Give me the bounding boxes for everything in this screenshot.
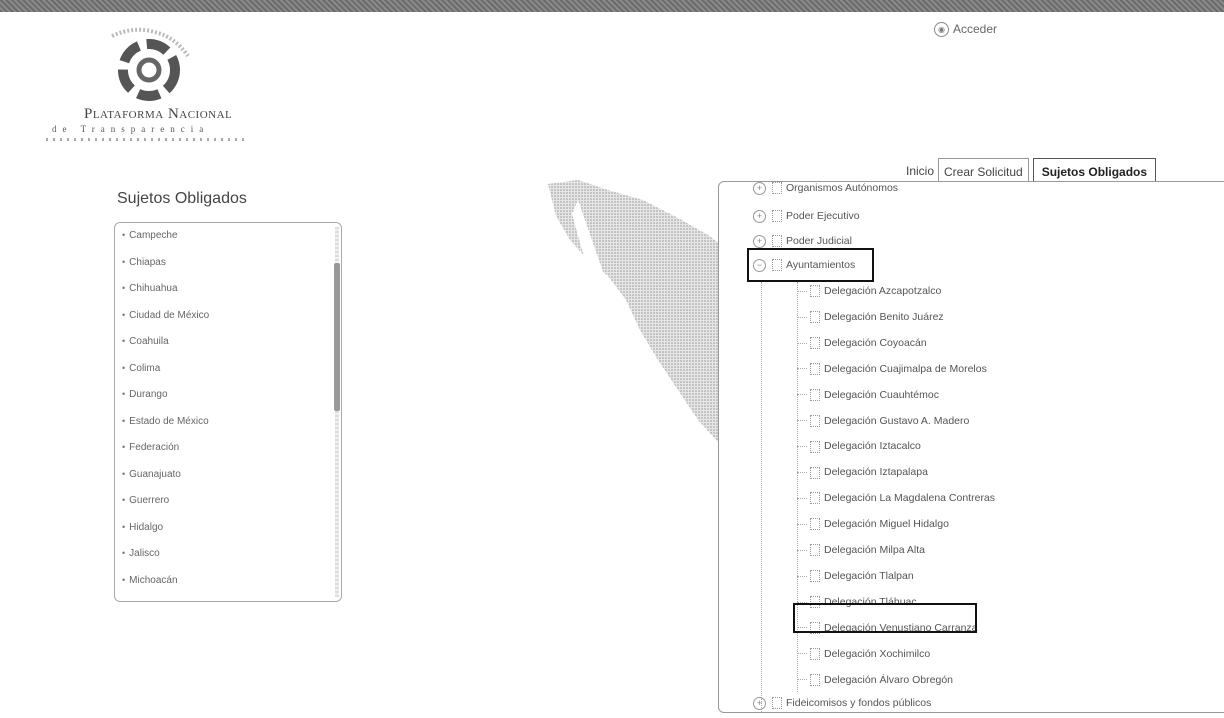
tree-branch-line	[797, 317, 807, 318]
tree-branch-line	[797, 679, 807, 680]
tree-node-label: Ayuntamientos	[786, 259, 856, 271]
checkbox-icon[interactable]	[772, 697, 782, 709]
bullet-icon: •	[122, 230, 126, 240]
tree-node-fideicomisos[interactable]	[753, 692, 931, 713]
tree-child-label: Delegación Coyoacán	[824, 336, 927, 349]
tree-child-label: Delegación Xochimilco	[824, 647, 931, 660]
logo-subtitle: de Transparencia	[52, 124, 210, 134]
nav-inicio[interactable]: Inicio	[906, 164, 935, 178]
states-panel-title: Sujetos Obligados	[117, 190, 247, 207]
tree-child-node[interactable]	[797, 513, 949, 535]
tree-child-label: Delegación Miguel Hidalgo	[824, 518, 949, 531]
tree-child-node[interactable]	[797, 565, 914, 587]
state-label: Guanajuato	[129, 468, 181, 480]
checkbox-icon[interactable]	[810, 389, 820, 401]
state-item[interactable]	[122, 462, 341, 489]
checkbox-icon[interactable]	[772, 182, 782, 194]
tree-child-node[interactable]	[797, 487, 995, 509]
tree-branch-line	[797, 446, 807, 447]
state-item[interactable]	[122, 568, 341, 595]
state-item[interactable]	[122, 409, 341, 436]
checkbox-icon[interactable]	[810, 492, 820, 504]
collapse-icon[interactable]: −	[753, 259, 766, 272]
tree-branch-line	[797, 498, 807, 499]
bullet-icon: •	[122, 362, 126, 373]
tree-child-node[interactable]	[797, 669, 953, 691]
tree-branch-line	[797, 524, 807, 525]
states-list-panel[interactable]	[114, 222, 342, 602]
tree-branch-line	[797, 343, 807, 344]
tree-branch-line	[797, 420, 807, 421]
logo-title: Plataforma Nacional	[84, 106, 233, 122]
tree-child-node[interactable]	[797, 643, 930, 665]
bullet-icon: •	[122, 521, 126, 532]
expand-icon[interactable]: +	[753, 210, 766, 223]
tree-branch-line	[797, 368, 807, 369]
state-item[interactable]	[122, 250, 341, 277]
state-label: Colima	[129, 362, 161, 374]
login-label: Acceder	[953, 22, 998, 36]
tree-child-label: Delegación Cuauhtémoc	[824, 388, 939, 401]
tree-child-label: Delegación Iztapalapa	[824, 466, 928, 479]
tree-panel[interactable]	[718, 181, 1224, 713]
state-item[interactable]	[122, 303, 341, 330]
state-label: Ciudad de México	[129, 309, 210, 321]
tree-child-node[interactable]	[797, 461, 928, 483]
pnt-logo[interactable]	[46, 26, 246, 166]
tree-child-node[interactable]	[797, 384, 939, 406]
tree-child-node[interactable]	[797, 358, 987, 380]
expand-icon[interactable]: +	[753, 235, 766, 248]
checkbox-icon[interactable]	[810, 441, 820, 453]
tree-branch-line	[797, 653, 807, 654]
tree-node-organismos[interactable]	[753, 181, 898, 199]
tree-child-node[interactable]	[797, 435, 921, 457]
state-label: Campeche	[129, 230, 178, 241]
tree-child-label: Delegación Azcapotzalco	[824, 285, 942, 297]
checkbox-icon[interactable]	[810, 544, 820, 556]
tree-node-label: Fideicomisos y fondos públicos	[786, 697, 932, 709]
tree-branch-line	[797, 394, 807, 395]
bullet-icon: •	[122, 468, 126, 479]
bullet-icon: •	[122, 415, 126, 426]
bullet-icon: •	[122, 336, 126, 346]
tree-node-label: Poder Judicial	[786, 235, 852, 247]
tree-branch-line	[797, 550, 807, 551]
bullet-icon: •	[122, 389, 126, 399]
state-item[interactable]	[122, 329, 341, 356]
tree-branch-line	[797, 291, 807, 292]
nav-sujetos-obligados[interactable]: Sujetos Obligados	[1033, 158, 1156, 185]
state-item[interactable]	[122, 223, 341, 250]
checkbox-icon[interactable]	[810, 674, 820, 686]
logo-dotted-line	[46, 138, 246, 141]
state-item[interactable]	[122, 356, 341, 383]
state-label: Guerrero	[129, 495, 170, 506]
user-circle-icon: ◉	[934, 22, 949, 37]
bullet-icon: •	[122, 495, 126, 505]
tree-child-label: Delegación Álvaro Obregón	[824, 673, 953, 686]
states-list	[115, 223, 341, 594]
bullet-icon: •	[122, 256, 126, 267]
checkbox-icon[interactable]	[772, 210, 782, 222]
tree-guide-line	[761, 282, 762, 712]
bullet-icon: •	[122, 283, 126, 293]
checkbox-icon[interactable]	[810, 467, 820, 479]
bullet-icon: •	[122, 442, 126, 452]
state-item[interactable]	[122, 435, 341, 462]
bullet-icon: •	[122, 574, 126, 585]
tree-node-poder-ejecutivo[interactable]	[753, 205, 860, 227]
state-label: Chihuahua	[129, 283, 178, 294]
tree-child-label: Delegación Gustavo A. Madero	[824, 414, 970, 427]
login-link[interactable]	[934, 22, 997, 37]
tree-child-label: Delegación Tláhuac	[824, 595, 917, 608]
states-scrollbar-thumb[interactable]	[334, 263, 340, 411]
top-banner	[0, 0, 1224, 12]
state-label: Jalisco	[129, 548, 160, 559]
tree-child-label: Delegación Venustiano Carranza	[824, 621, 978, 634]
checkbox-icon[interactable]	[810, 415, 820, 427]
tree-node-label: Organismos Autónomos	[786, 182, 899, 194]
checkbox-icon[interactable]	[810, 570, 820, 582]
tree-child-node[interactable]	[797, 539, 925, 561]
state-item[interactable]	[122, 382, 341, 409]
tree-child-node[interactable]	[797, 332, 927, 354]
tree-child-node[interactable]	[797, 280, 941, 302]
tree-branch-line	[797, 576, 807, 577]
tree-node-label: Poder Ejecutivo	[786, 210, 860, 222]
highlight-box-venustiano-carranza	[793, 603, 977, 633]
checkbox-icon[interactable]	[772, 235, 782, 247]
state-label: Chiapas	[129, 256, 166, 268]
bullet-icon: •	[122, 548, 126, 558]
tree-child-label: Delegación La Magdalena Contreras	[824, 492, 996, 505]
checkbox-icon[interactable]	[810, 337, 820, 349]
state-item[interactable]	[122, 488, 341, 515]
state-item[interactable]	[122, 541, 341, 568]
checkbox-icon[interactable]	[810, 363, 820, 375]
state-item[interactable]	[122, 276, 341, 303]
checkbox-icon[interactable]	[810, 648, 820, 660]
tree-child-label: Delegación Iztacalco	[824, 440, 921, 453]
expand-icon[interactable]: +	[753, 697, 766, 710]
expand-icon[interactable]: +	[753, 182, 766, 195]
state-item[interactable]	[122, 515, 341, 542]
state-label: Michoacán	[129, 574, 178, 586]
checkbox-icon[interactable]	[810, 311, 820, 323]
tree-child-label: Delegación Benito Juárez	[824, 310, 944, 323]
state-label: Federación	[129, 442, 180, 453]
tree-child-label: Delegación Cuajimalpa de Morelos	[824, 362, 987, 375]
mexico-map[interactable]	[548, 180, 738, 450]
checkbox-icon[interactable]	[810, 285, 820, 297]
tree-child-label: Delegación Milpa Alta	[824, 544, 925, 556]
state-label: Durango	[129, 389, 168, 400]
checkbox-icon[interactable]	[810, 518, 820, 530]
tree-child-label: Delegación Tlalpan	[824, 569, 914, 582]
state-label: Estado de México	[129, 415, 209, 427]
state-label: Hidalgo	[129, 521, 164, 533]
nav-crear-solicitud[interactable]: Crear Solicitud	[938, 158, 1029, 185]
logo-swirl-icon	[104, 26, 194, 114]
tree-branch-line	[797, 472, 807, 473]
bullet-icon: •	[122, 309, 126, 320]
highlight-box-ayuntamientos	[747, 248, 874, 282]
tree-child-node[interactable]	[797, 410, 969, 432]
tree-child-node[interactable]	[797, 306, 944, 328]
state-label: Coahuila	[129, 336, 169, 347]
